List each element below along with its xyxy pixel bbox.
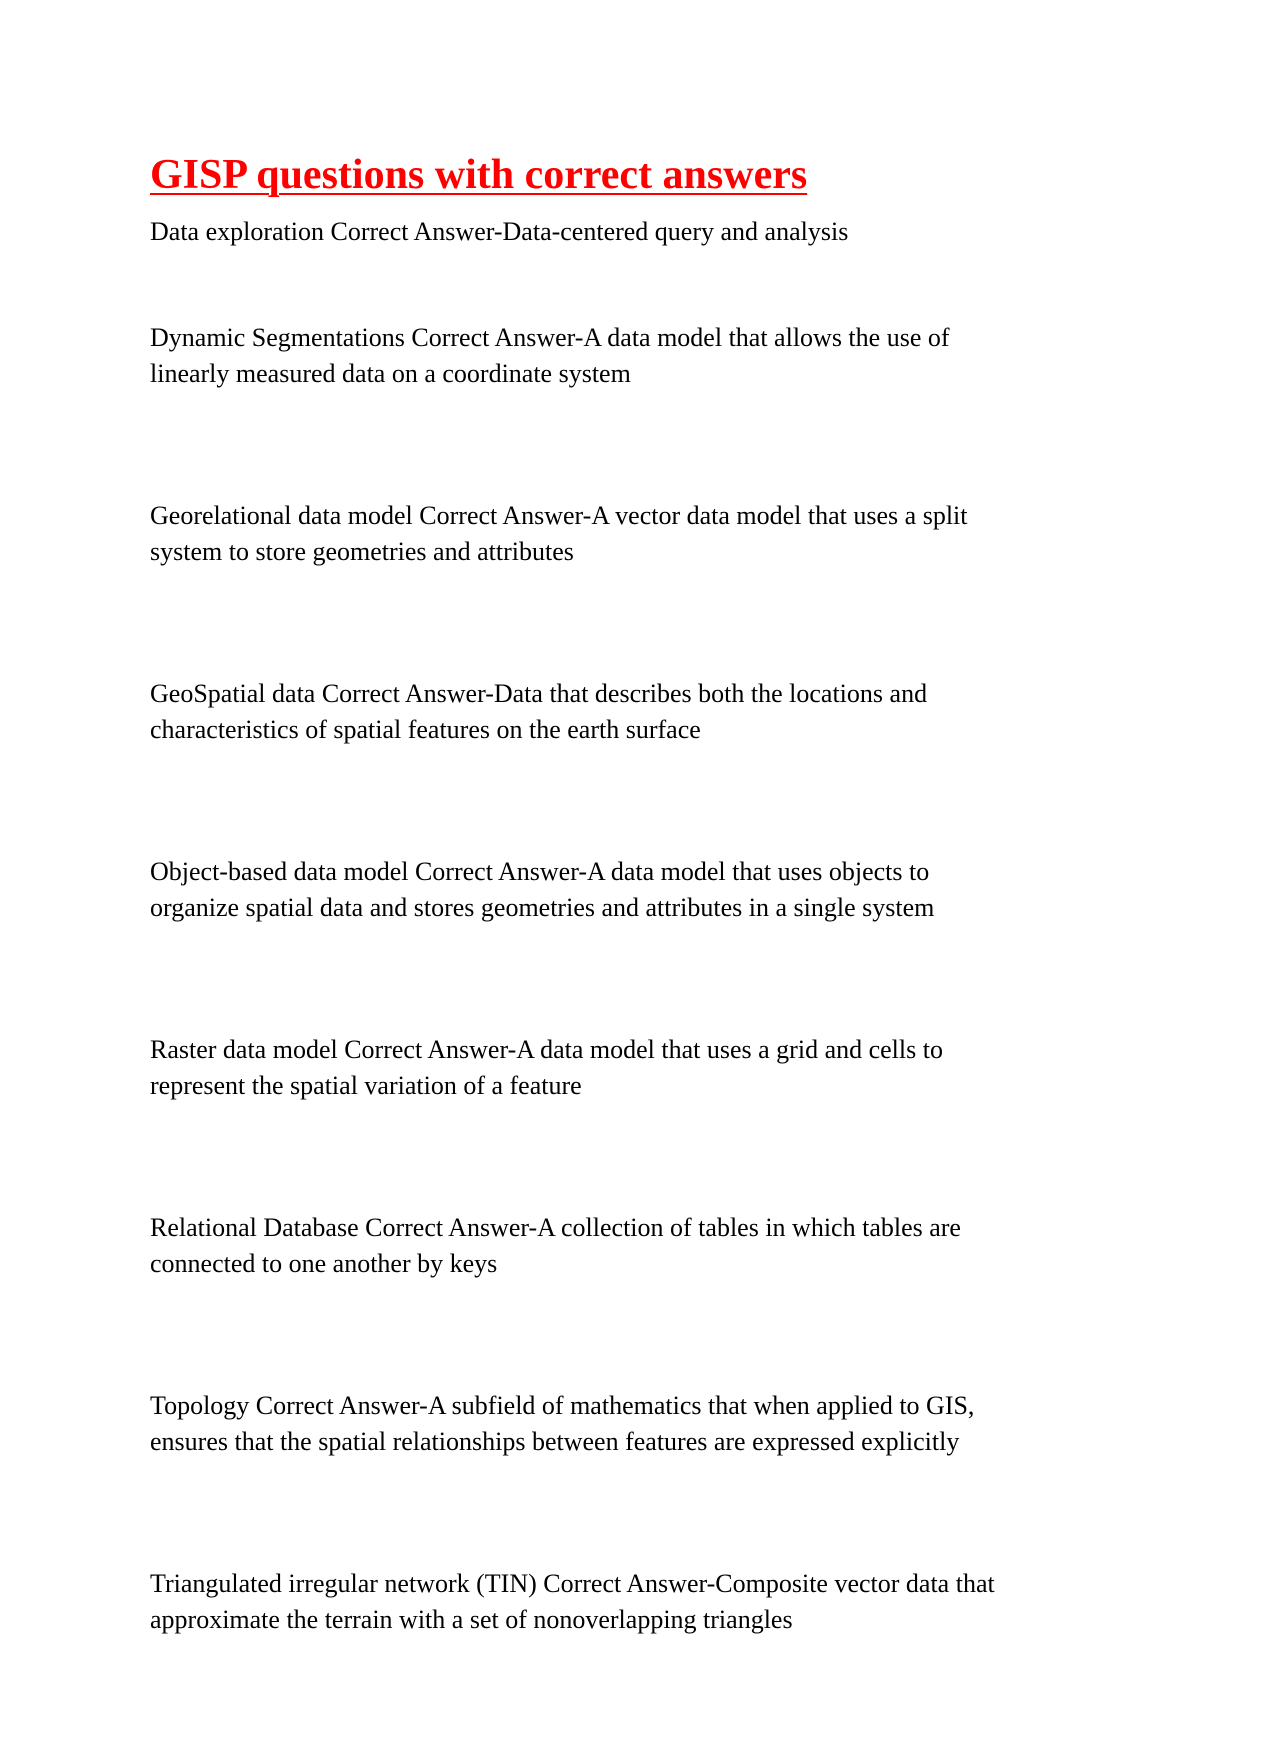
page-title: GISP questions with correct answers [150,152,808,198]
qa-line: Topology Correct Answer-A subfield of mathematics that when applied to GIS, [150,1391,975,1420]
qa-item-topology [150,1388,1130,1460]
qa-line: approximate the terrain with a set of nonoverlapping triangles [150,1605,793,1634]
qa-item-object-based-data-model [150,854,1130,926]
qa-item-raster-data-model [150,1032,1130,1104]
qa-line: Relational Database Correct Answer-A collection of tables in which tables are [150,1213,961,1242]
qa-line: Raster data model Correct Answer-A data model that uses a grid and cells to [150,1035,943,1064]
qa-line: Georelational data model Correct Answer-A vector data model that uses a split [150,501,968,530]
qa-list [150,214,1130,1638]
document-page [150,150,1130,1744]
qa-line: Dynamic Segmentations Correct Answer-A data model that allows the use of [150,323,950,352]
qa-line: Data exploration Correct Answer-Data-centered query and analysis [150,217,849,246]
qa-item-georelational-data-model [150,498,1130,570]
qa-line: ensures that the spatial relationships between features are expressed explicitly [150,1427,960,1456]
qa-line: organize spatial data and stores geometries and attributes in a single system [150,893,935,922]
qa-line: characteristics of spatial features on the earth surface [150,715,701,744]
qa-line: system to store geometries and attributes [150,537,574,566]
qa-item-data-exploration [150,214,1130,250]
qa-line: GeoSpatial data Correct Answer-Data that describes both the locations and [150,679,928,708]
qa-item-relational-database [150,1210,1130,1282]
qa-line: represent the spatial variation of a feature [150,1071,582,1100]
qa-item-geospatial-data [150,676,1130,748]
qa-item-dynamic-segmentations [150,320,1130,392]
qa-line: connected to one another by keys [150,1249,498,1278]
qa-item-tin [150,1566,1130,1638]
qa-line: linearly measured data on a coordinate system [150,359,631,388]
qa-line: Object-based data model Correct Answer-A data model that uses objects to [150,857,930,886]
qa-line: Triangulated irregular network (TIN) Correct Answer-Composite vector data that [150,1569,995,1598]
